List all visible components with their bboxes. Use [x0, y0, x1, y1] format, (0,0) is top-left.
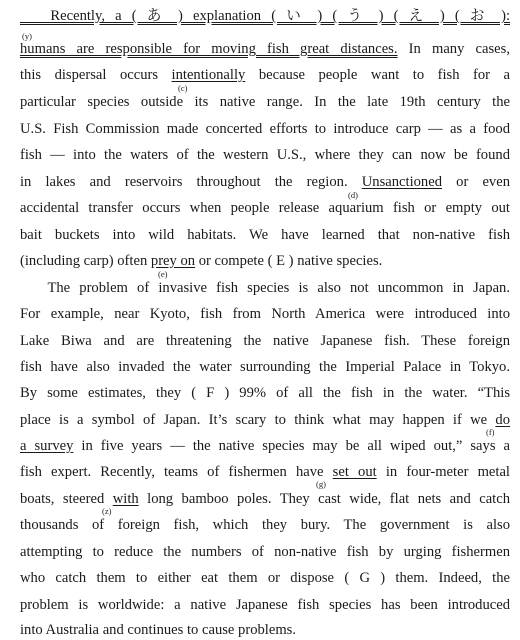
marker-y: (y)	[22, 31, 32, 41]
passage-line-9: bait buckets into wild habitats. We have learned that non-native fish	[20, 227, 510, 243]
passage-line-12: For example, near Kyoto, fish from North America were introduced into	[20, 306, 510, 322]
passage-line-15: By some estimates, they ( F ) 99% of all the fish in the water. “This	[20, 385, 510, 401]
underlined-sentence-y-end: humans are responsible for moving fish great distances.	[20, 41, 398, 57]
passage-line-13: Lake Biwa and are threatening the native Japanese fish. These foreign	[20, 333, 510, 349]
underlined-phrase-f-end: a survey	[20, 438, 74, 454]
passage-line-4: particular species outside its native range. In the late 19th century the	[20, 94, 510, 110]
passage-line-19: boats, steered with long bamboo poles. They cast wide, flat nets and catch	[20, 491, 510, 507]
marker-c: (c)	[178, 83, 188, 93]
passage-line-20: thousands of foreign fish, which they bury. The government is also	[20, 517, 510, 533]
underlined-phrase-f-start: do	[495, 412, 510, 428]
passage-line-7: in lakes and reservoirs throughout the region. Unsanctioned or even	[20, 174, 510, 190]
underlined-word-z: with	[112, 491, 139, 507]
marker-e: (e)	[158, 269, 168, 279]
passage-line-6: fish — into the waters of the western U.S., where they can now be found	[20, 147, 510, 163]
passage-line-1	[20, 6, 510, 26]
passage-line-21: attempting to reduce the numbers of non-native fish by urging fishermen	[20, 544, 510, 560]
passage-line-22: who catch them to either eat them or dispose ( G ) them. Indeed, the	[20, 570, 510, 586]
passage-line-16: place is a symbol of Japan. It’s scary to think what may happen if we do	[20, 412, 510, 428]
passage-line-14: fish have also invaded the water surrounding the Imperial Palace in Tokyo.	[20, 359, 510, 375]
passage-line-24: into Australia and continues to cause problems.	[20, 622, 297, 638]
passage-line-23: problem is worldwide: a native Japanese fish species has been introduced	[20, 597, 510, 613]
underlined-phrase-e: prey on	[150, 253, 196, 269]
passage-line-2	[20, 39, 510, 59]
passage-line-5: U.S. Fish Commission made concerted efforts to introduce carp — as a food	[20, 121, 510, 137]
passage-line-11: The problem of invasive fish species is also not uncommon in Japan.	[20, 280, 510, 296]
underlined-sentence-y-start: Recently, a ( あ ) explanation ( い ) ( う ) ( え ) ( お ):	[20, 8, 510, 24]
underlined-word-c: intentionally	[171, 67, 246, 83]
underlined-word-d: Unsanctioned	[361, 174, 442, 190]
marker-z: (z)	[102, 506, 112, 516]
passage-line-10: (including carp) often prey on or compete ( E ) native species.	[20, 253, 383, 269]
underlined-phrase-g: set out	[332, 464, 377, 480]
passage-line-3: this dispersal occurs intentionally because people want to fish for a	[20, 67, 510, 83]
marker-d: (d)	[348, 190, 358, 200]
marker-f: (f)	[486, 427, 495, 437]
marker-g: (g)	[316, 479, 326, 489]
passage-line-17: a survey in five years — the native species may be all wiped out,” says a	[20, 438, 510, 454]
passage-line-2-rest: In many cases,	[408, 41, 510, 57]
passage-line-8: accidental transfer occurs when people release aquarium fish or empty out	[20, 200, 510, 216]
passage-line-18: fish expert. Recently, teams of fishermen have set out in four-meter metal	[20, 464, 510, 480]
